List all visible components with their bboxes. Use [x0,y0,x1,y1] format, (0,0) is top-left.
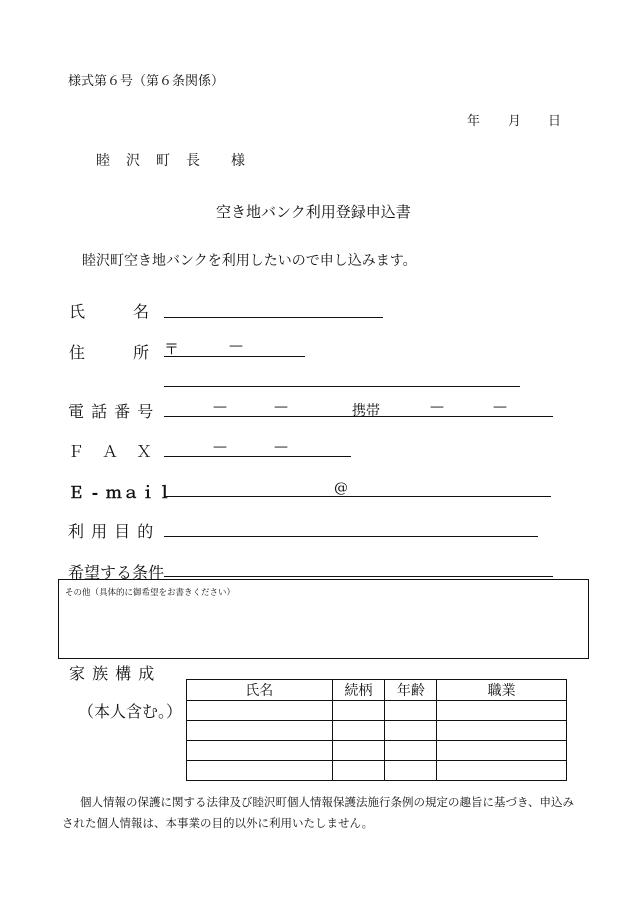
address-label-2: 所 [133,343,151,362]
privacy-notice-line-2: された個人情報は、本事業の目的以外に利用いたしません。 [62,816,374,830]
postal-code-line[interactable] [164,356,305,357]
table-cell[interactable] [437,701,567,721]
date-day: 日 [548,114,562,129]
column-age: 年齢 [385,680,437,701]
address-line[interactable] [164,386,520,387]
name-label-1: 氏 [69,302,87,321]
name-label-2: 名 [133,302,151,321]
table-cell[interactable] [437,761,567,781]
table-cell[interactable] [385,701,437,721]
mobile-dash-1: — [430,399,444,415]
fax-dash-1: — [213,439,227,455]
conditions-line[interactable] [164,576,553,577]
form-number: 様式第６号（第６条関係） [68,74,225,89]
date-year: 年 [467,114,481,129]
purpose-label: 利 用 目 的 [68,522,155,541]
table-cell[interactable] [385,761,437,781]
postal-dash: — [229,338,243,354]
email-line[interactable] [164,496,551,497]
table-row [187,761,567,781]
fax-dash-2: — [274,439,288,455]
phone-dash-1: — [213,399,227,415]
family-table-header [187,680,567,701]
fax-label: Ｆ Ａ Ｘ [68,442,154,461]
family-label: 家 族 構 成 [69,664,156,683]
table-cell[interactable] [385,741,437,761]
privacy-notice [62,792,582,834]
table-cell[interactable] [187,761,333,781]
other-box-label: その他（具体的に御希望をお書きください） [65,588,236,598]
fax-line[interactable] [164,456,351,457]
column-relationship: 続柄 [332,680,385,701]
table-row [187,701,567,721]
table-cell[interactable] [332,721,385,741]
conditions-label: 希望する条件 [68,563,165,582]
table-cell[interactable] [187,721,333,741]
table-cell[interactable] [332,741,385,761]
other-conditions-box[interactable] [58,579,589,659]
mobile-label: 携帯 [352,403,380,419]
column-name: 氏名 [187,680,333,701]
table-row [187,741,567,761]
family-sublabel: （本人含む。） [78,702,183,721]
date-month: 月 [508,114,522,129]
table-row [187,721,567,741]
mobile-dash-2: — [493,399,507,415]
name-field-line[interactable] [164,317,383,318]
email-at: @ [334,480,348,496]
phone-dash-2: — [274,399,288,415]
table-cell[interactable] [332,701,385,721]
address-label-1: 住 [69,343,87,362]
family-table [186,679,567,781]
email-label: Ｅ - ｍａｉｌ [68,483,174,502]
form-title: 空き地バンク利用登録申込書 [216,203,411,221]
intro-text: 睦沢町空き地バンクを利用したいので申し込みます。 [82,253,417,269]
purpose-line[interactable] [164,536,538,537]
table-cell[interactable] [187,741,333,761]
table-cell[interactable] [187,701,333,721]
postal-mark: 〒 [164,340,180,358]
phone-line[interactable] [164,416,553,417]
table-cell[interactable] [385,721,437,741]
phone-label: 電 話 番 号 [68,402,155,421]
table-cell[interactable] [437,721,567,741]
table-cell[interactable] [437,741,567,761]
addressee: 睦 沢 町 長 様 [96,153,246,169]
table-cell[interactable] [332,761,385,781]
column-occupation: 職業 [437,680,567,701]
privacy-notice-line-1: 個人情報の保護に関する法律及び睦沢町個人情報保護法施行条例の規定の趣旨に基づき、申込み [80,795,575,809]
